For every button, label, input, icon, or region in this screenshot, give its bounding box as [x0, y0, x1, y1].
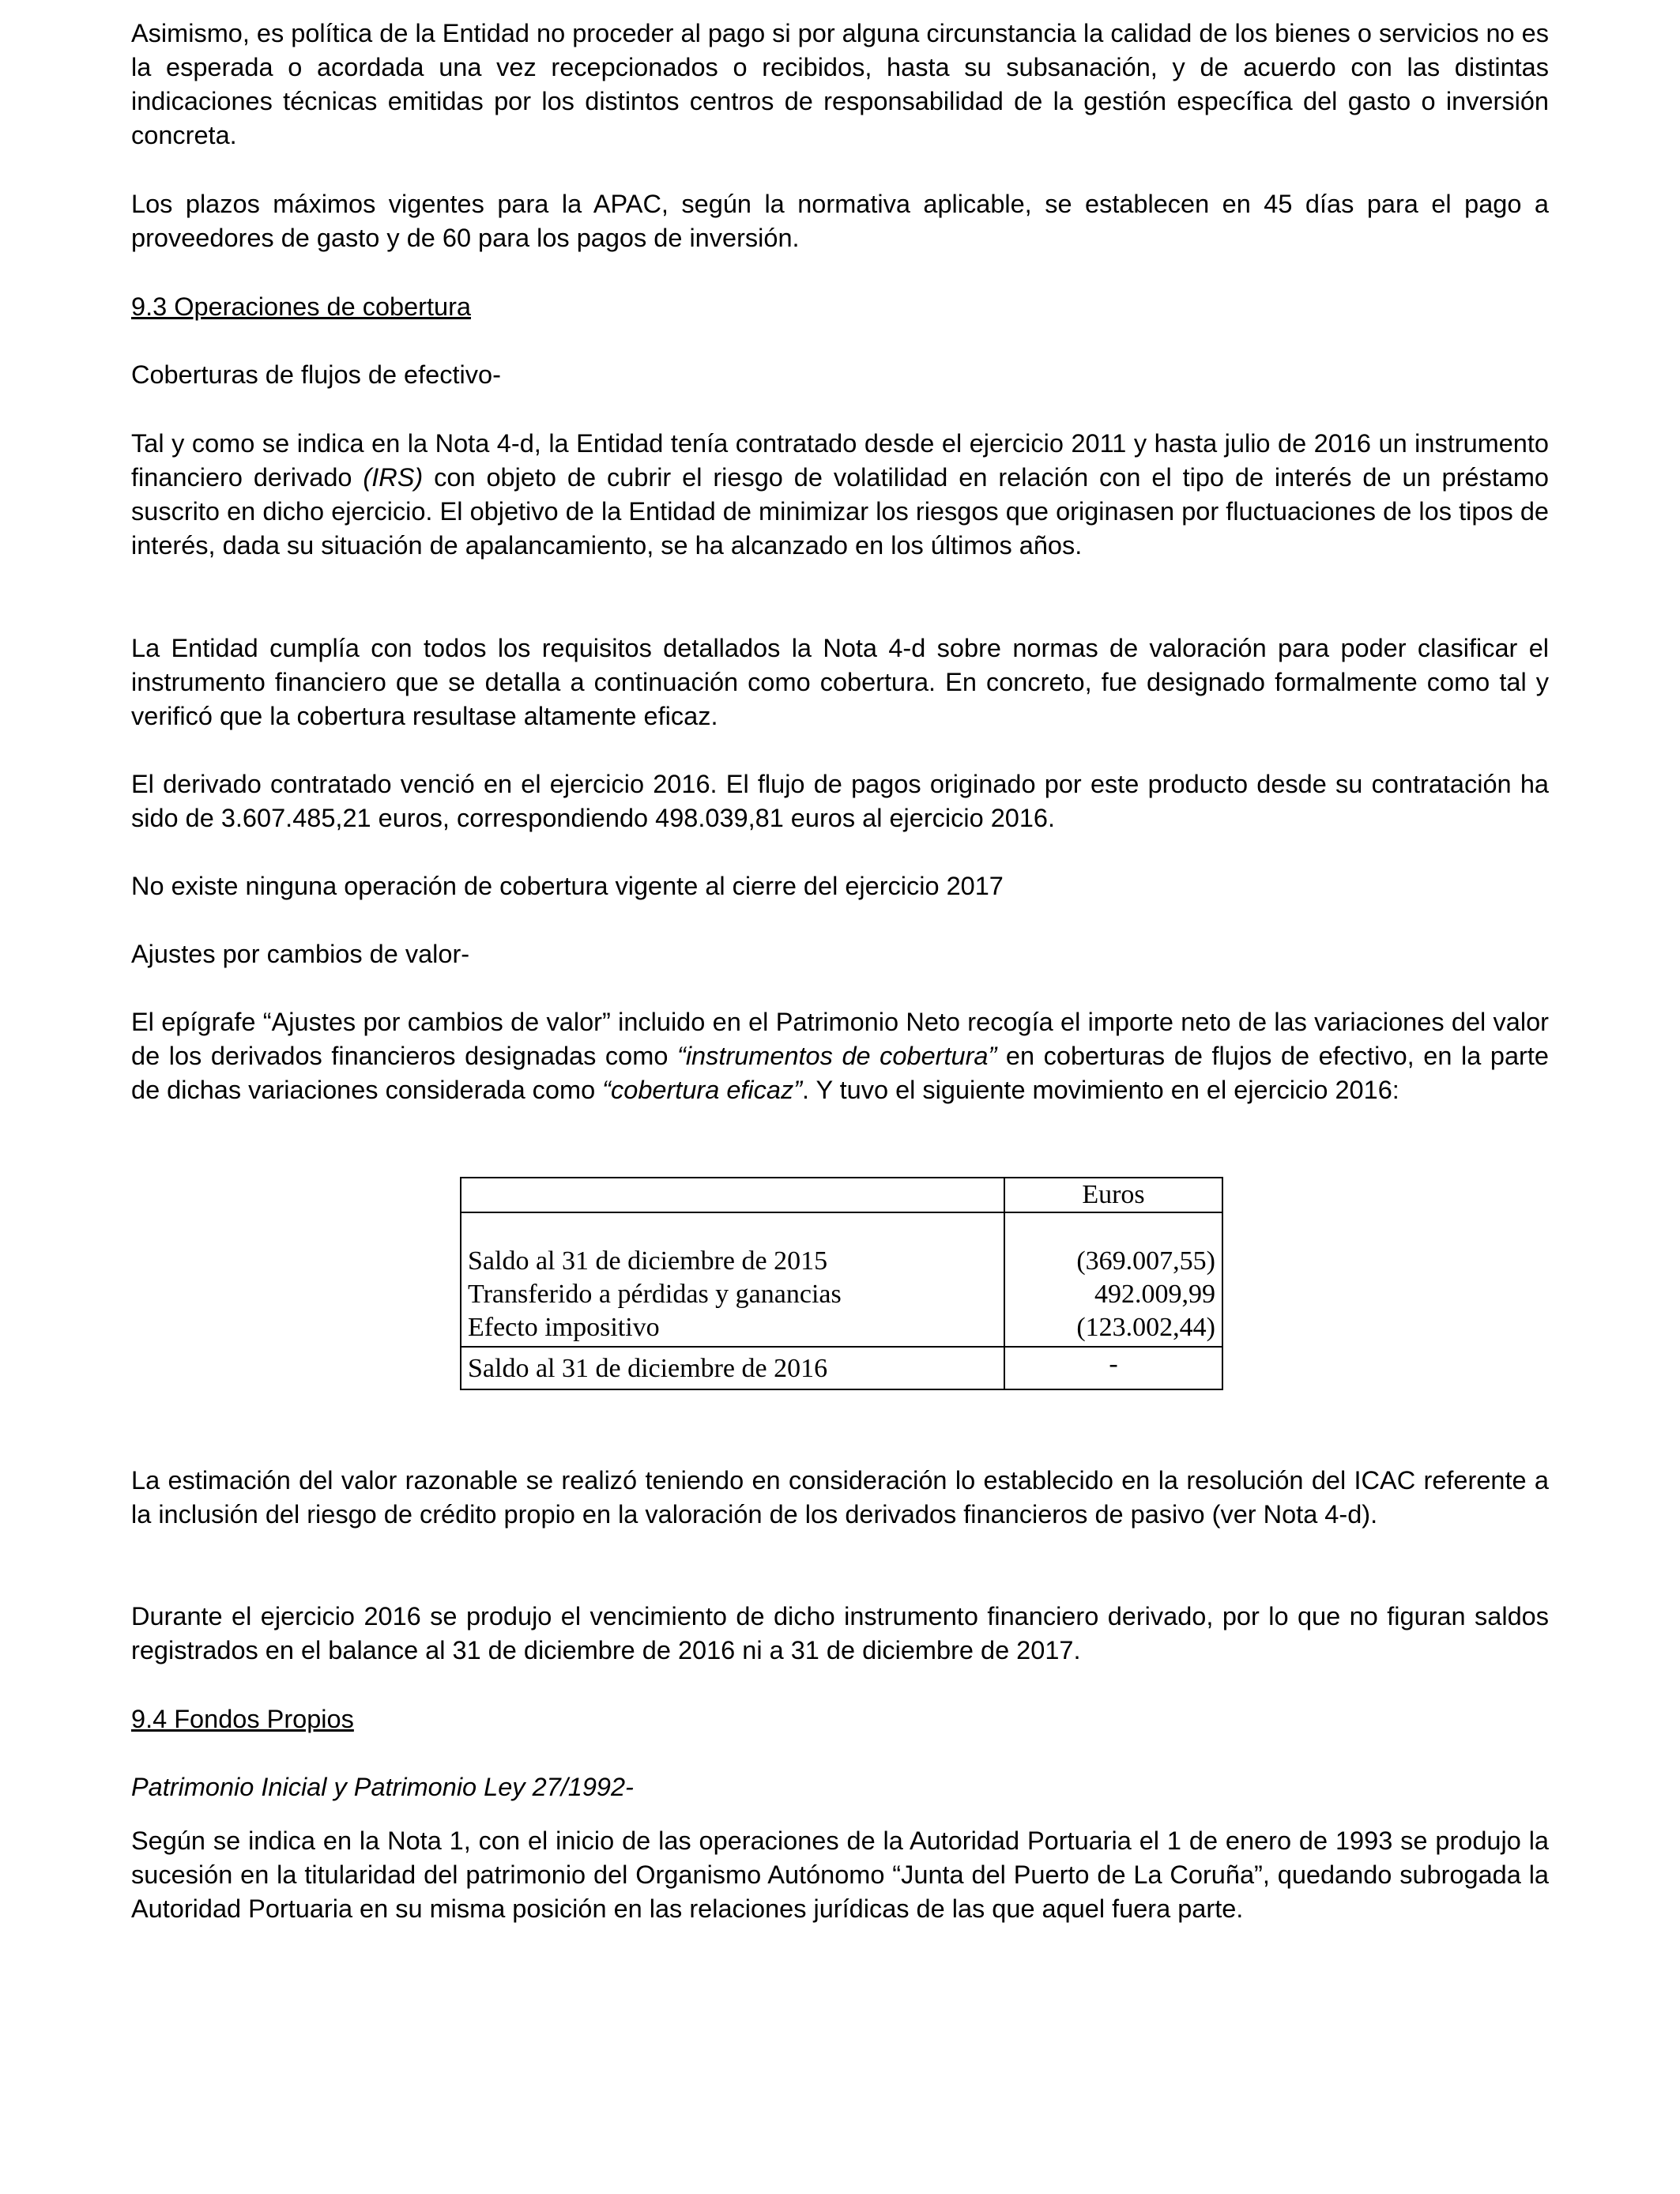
table-header-row — [461, 1178, 1222, 1212]
table-row-label: Transferido a pérdidas y ganancias — [468, 1280, 842, 1309]
table-total-row — [461, 1347, 1222, 1389]
paragraph-sucesion: Según se indica en la Nota 1, con el inicio de las operaciones de la Autoridad Portuaria el 1 de enero de 1993 se produjo la sucesión en la titularidad del patrimonio del Organismo Autónomo “Junta del Puerto de La Coruña”, quedando subrogada la Autoridad Portuaria en su misma posición en las relaciones jurídicas de las que aquel fuera parte. — [131, 1826, 1549, 1923]
section-heading-9-3: 9.3 Operaciones de cobertura — [131, 292, 471, 321]
paragraph-derivado-vencio: El derivado contratado venció en el ejercicio 2016. El flujo de pagos originado por este producto desde su contratación ha sido de 3.607.485,21 euros, correspondiendo 498.039,81 euros al ejercicio 2016. — [131, 770, 1549, 832]
table-header-blank — [461, 1178, 1004, 1212]
movement-table — [460, 1177, 1223, 1390]
paragraph-valor-razonable: La estimación del valor razonable se realizó teniendo en consideración lo establecido en la resolución del ICAC referente a la inclusión del riesgo de crédito propio en la valoración de los derivados financieros de pasivo (ver Nota 4-d). — [131, 1466, 1549, 1529]
paragraph-pago-calidad: Asimismo, es política de la Entidad no proceder al pago si por alguna circunstancia la calidad de los bienes o servicios no es la esperada o acordada una vez recepcionados o recibidos, hasta su subsanación, y de acuerdo con las distintas indicaciones técnicas emitidas por los distintos centros de responsabilidad de la gestión específica del gasto o inversión concreta. — [131, 19, 1549, 149]
table-body-row — [461, 1212, 1222, 1347]
subheading-coberturas-flujos: Coberturas de flujos de efectivo- — [131, 360, 501, 389]
table-row-value: (369.007,55) — [1076, 1246, 1215, 1276]
table-total-value: - — [1004, 1347, 1222, 1389]
paragraph-requisitos: La Entidad cumplía con todos los requisitos detallados la Nota 4-d sobre normas de valoración para poder clasificar el instrumento financiero que se detalla a continuación como cobertura. En concreto, fue designado formalmente como tal y verificó que la cobertura resultase altamente eficaz. — [131, 634, 1549, 730]
section-heading-9-4: 9.4 Fondos Propios — [131, 1705, 354, 1733]
table-row-label: Efecto impositivo — [468, 1313, 660, 1342]
paragraph-plazos-maximos: Los plazos máximos vigentes para la APAC, según la normativa aplicable, se establecen en 45 días para el pago a proveedores de gasto y de 60 para los pagos de inversión. — [131, 190, 1549, 252]
table-header-euros: Euros — [1004, 1178, 1222, 1212]
table-row-value: 492.009,99 — [1094, 1280, 1215, 1309]
subheading-patrimonio-inicial: Patrimonio Inicial y Patrimonio Ley 27/1992- — [131, 1773, 634, 1801]
paragraph-vencimiento: Durante el ejercicio 2016 se produjo el vencimiento de dicho instrumento financiero derivado, por lo que no figuran saldos registrados en el balance al 31 de diciembre de 2016 ni a 31 de diciembre de 2017. — [131, 1602, 1549, 1664]
paragraph-no-cobertura-vigente: No existe ninguna operación de cobertura vigente al cierre del ejercicio 2017 — [131, 872, 1004, 900]
paragraph-irs: Tal y como se indica en la Nota 4-d, la Entidad tenía contratado desde el ejercicio 2011 y hasta julio de 2016 un instrumento financiero derivado (IRS) con objeto de cubrir el riesgo de volatilidad en relación con el tipo de interés de un préstamo suscrito en dicho ejercicio. El objetivo de la Entidad de minimizar los riesgos que originasen por fluctuaciones de los tipos de interés, dada su situación de apalancamiento, se ha alcanzado en los últimos años. — [131, 429, 1549, 560]
table-row-value: (123.002,44) — [1076, 1313, 1215, 1342]
paragraph-epigrafe: El epígrafe “Ajustes por cambios de valor” incluido en el Patrimonio Neto recogía el importe neto de las variaciones del valor de los derivados financieros designadas como “instrumentos de cobertura” en coberturas de flujos de efectivo, en la parte de dichas variaciones considerada como “cobertura eficaz”. Y tuvo el siguiente movimiento en el ejercicio 2016: — [131, 1008, 1549, 1104]
subheading-ajustes: Ajustes por cambios de valor- — [131, 940, 470, 968]
table-values-cell — [1004, 1212, 1222, 1347]
table-total-label: Saldo al 31 de diciembre de 2016 — [461, 1347, 1004, 1389]
table-labels-cell — [461, 1212, 1004, 1347]
table-row-label: Saldo al 31 de diciembre de 2015 — [468, 1246, 828, 1276]
